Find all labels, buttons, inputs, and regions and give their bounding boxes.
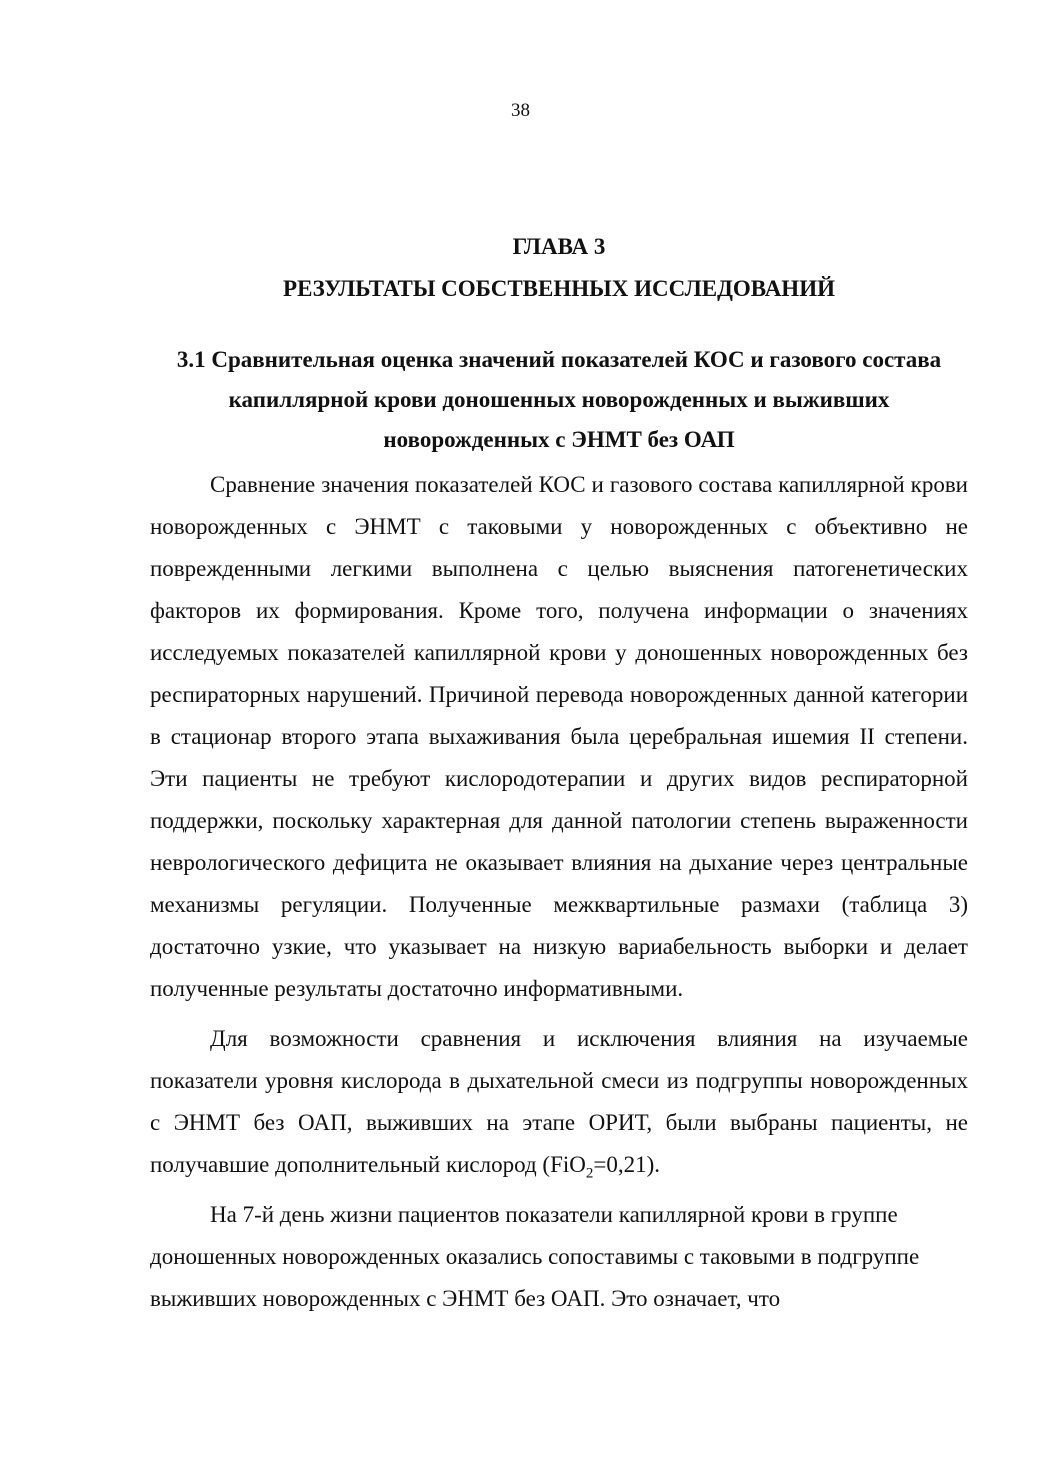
- paragraph: [150, 1018, 968, 1186]
- paragraph-text-tail: =0,21).: [593, 1152, 660, 1177]
- paragraph: На 7-й день жизни пациентов показатели капиллярной крови в группе доношенных новорожденных оказались сопоставимы с таковыми в подгруппе выживших новорожденных с ЭНМТ без ОАП. Это означает, что: [150, 1202, 920, 1311]
- page-number: 38: [511, 100, 530, 121]
- chapter-heading: [150, 226, 968, 310]
- subscript: 2: [585, 1165, 594, 1182]
- paragraph-text: Для возможности сравнения и исключения влияния на изучаемые показатели уровня кислорода в дыхательной смеси из подгруппы новорожденных с ЭНМТ без ОАП, выживших на этапе ОРИТ, были выбраны пациенты, не получавшие дополнительный кислород (FiO: [150, 1026, 968, 1177]
- section-title: 3.1 Сравнительная оценка значений показателей КОС и газового состава капиллярной крови доношенных новорожденных и выживших новорожденных с ЭНМТ без ОАП: [176, 347, 942, 452]
- chapter-label: ГЛАВА 3: [512, 234, 606, 259]
- body-text: [150, 464, 968, 1328]
- paragraph: Сравнение значения показателей КОС и газового состава капиллярной крови новорожденных с ЭНМТ с таковыми у новорожденных с объективно не поврежденными легкими выполнена с целью выяснения патогенетических факторов их формирования. Кроме того, получена информации о значениях исследуемых показателей капиллярной крови у доношенных новорожденных без респираторных нарушений. Причиной перевода новорожденных данной категории в стационар второго этапа выхаживания была церебральная ишемия II степени. Эти пациенты не требуют кислородотерапии и других видов респираторной поддержки, поскольку характерная для данной патологии степень выраженности неврологического дефицита не оказывает влияния на дыхание через центральные механизмы регуляции. Полученные межквартильные размахи (таблица 3) достаточно узкие, что указывает на низкую вариабельность выборки и делает полученные результаты достаточно информативными.: [150, 472, 968, 1001]
- chapter-title: РЕЗУЛЬТАТЫ СОБСТВЕННЫХ ИССЛЕДОВАНИЙ: [283, 276, 835, 301]
